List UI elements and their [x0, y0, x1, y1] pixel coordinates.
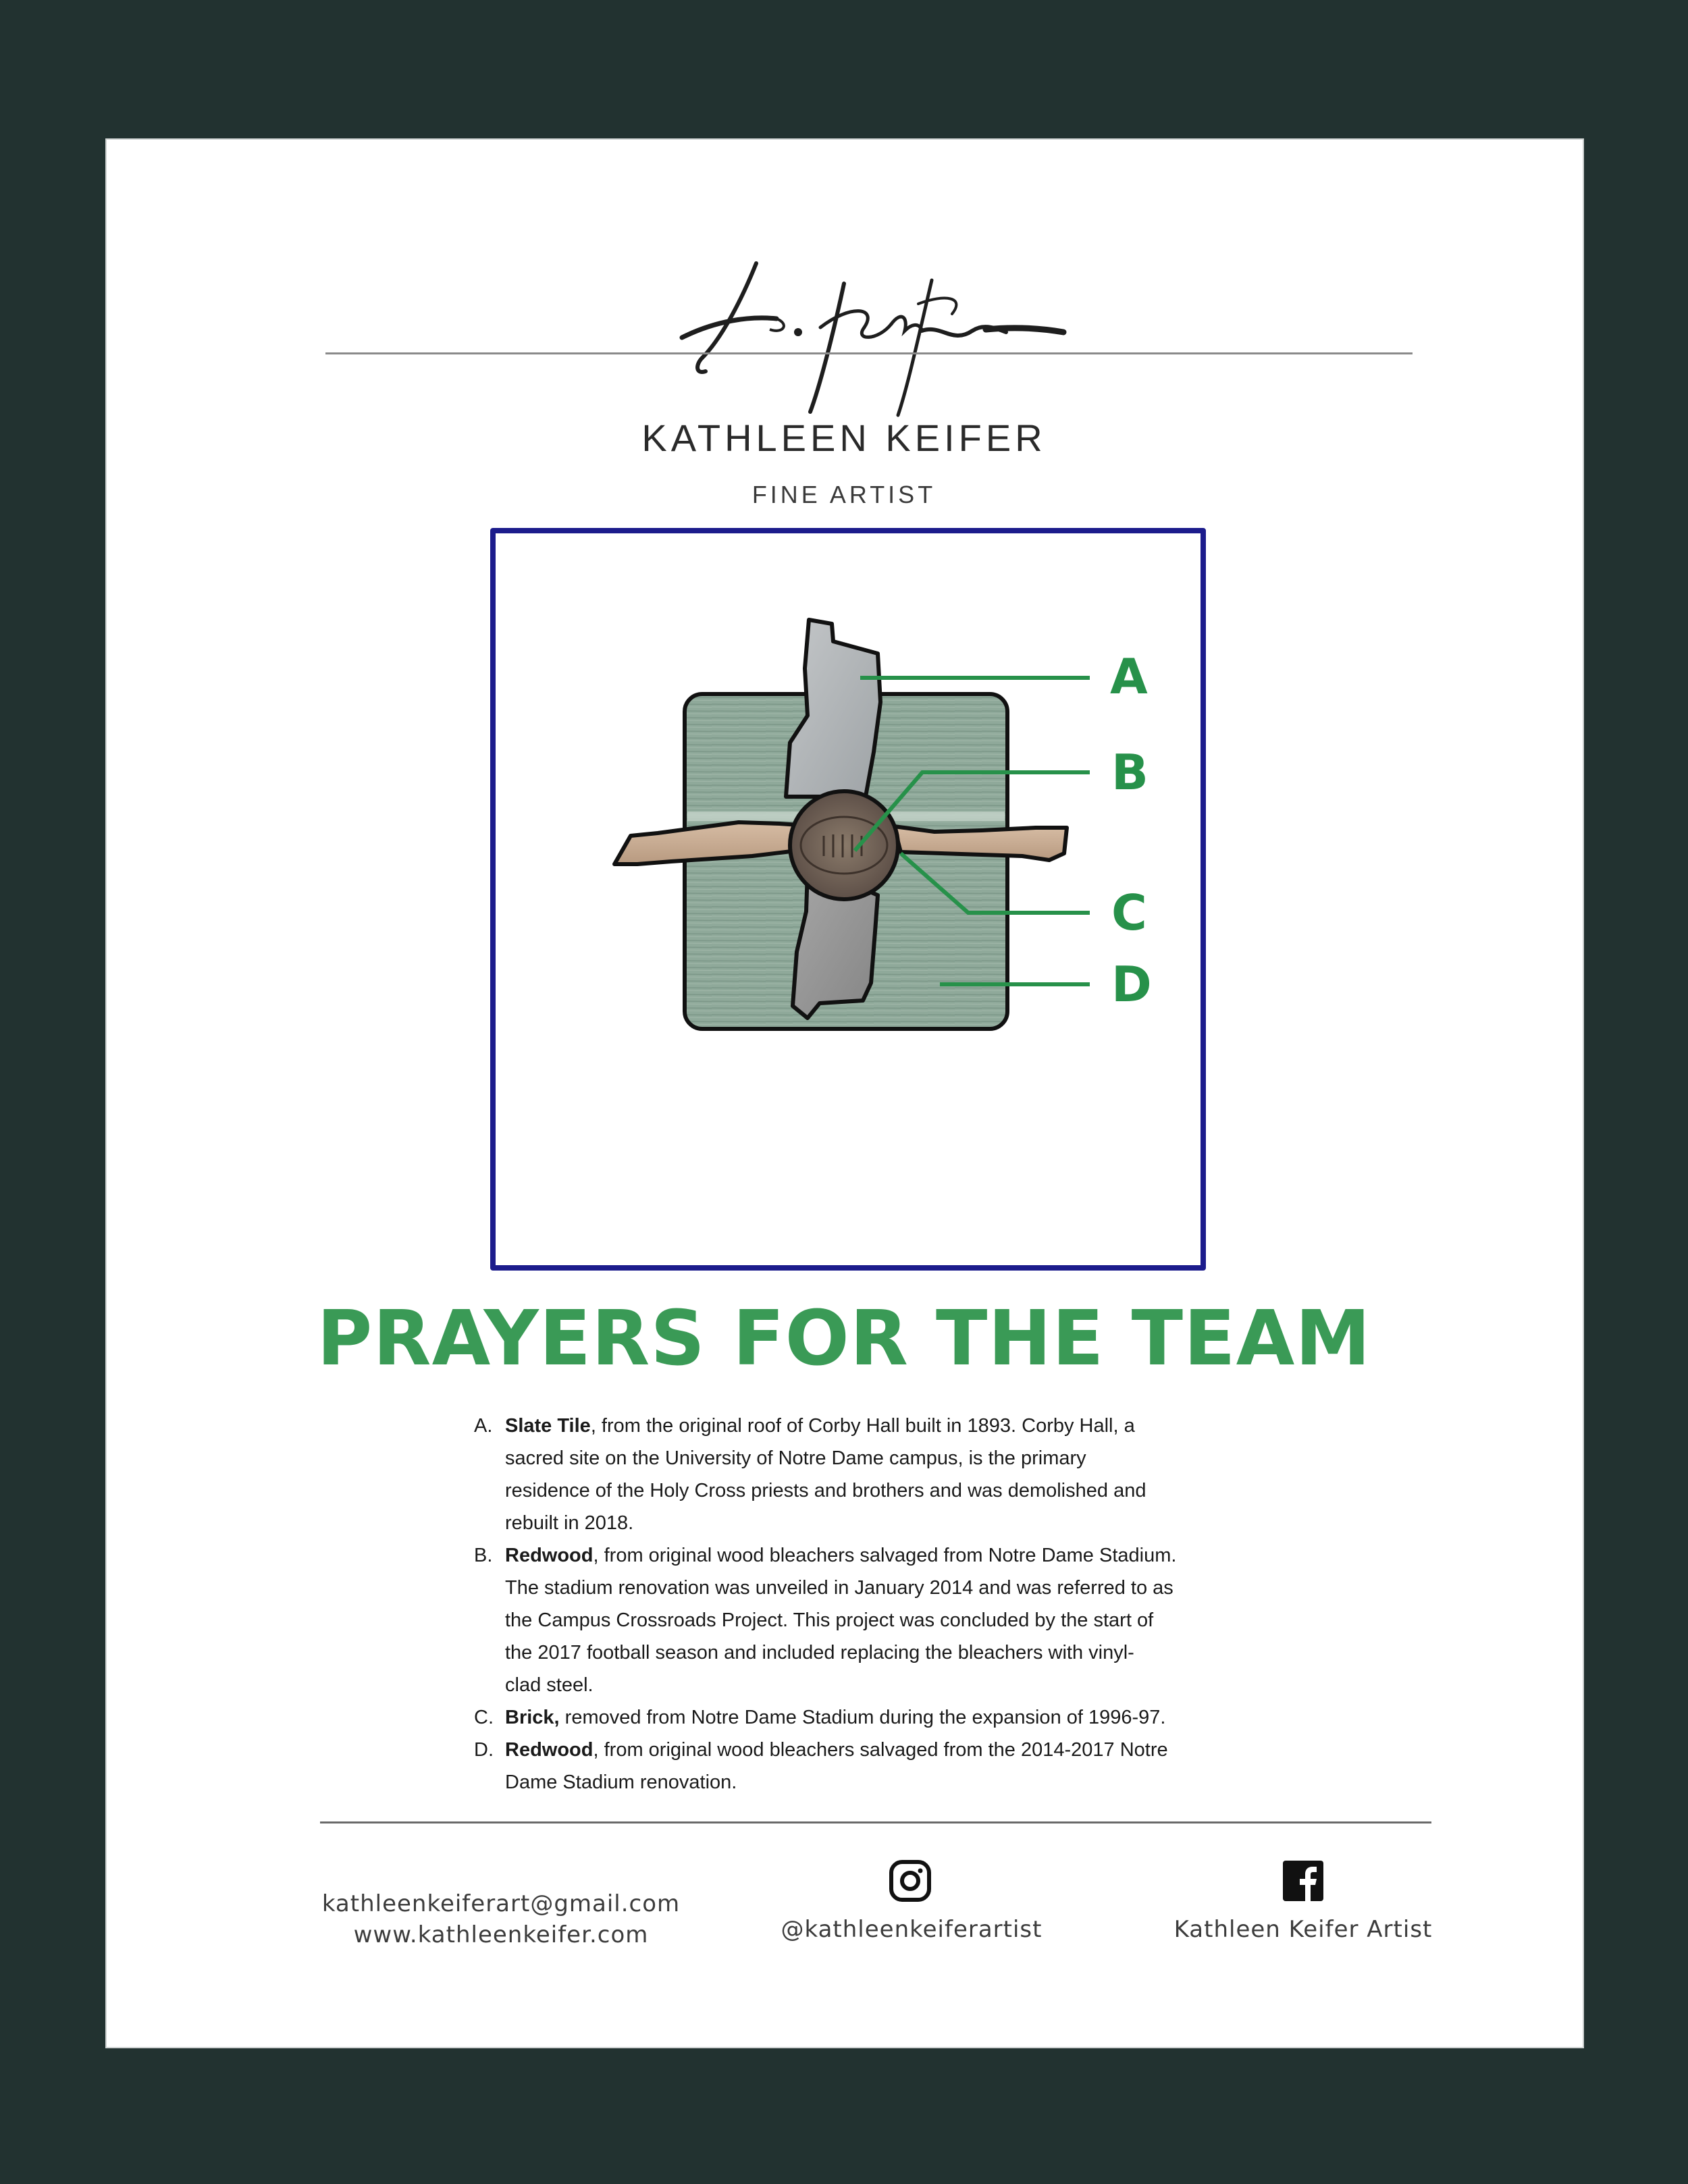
material-text: residence of the Holy Cross priests and brothers and was demolished and — [505, 1480, 1146, 1501]
material-item-c — [474, 1701, 1237, 1734]
material-text: The stadium renovation was unveiled in January 2014 and was referred to as — [505, 1577, 1173, 1599]
artwork-diagram — [496, 533, 1201, 1265]
material-name: Brick, — [505, 1707, 560, 1728]
material-item-a — [474, 1410, 1237, 1539]
material-marker: C. — [474, 1707, 494, 1728]
facebook-icon[interactable] — [1283, 1861, 1323, 1901]
material-text: the Campus Crossroads Project. This project was concluded by the start of — [505, 1609, 1154, 1631]
material-item-d — [474, 1734, 1237, 1799]
artwork-title: PRAYERS FOR THE TEAM — [317, 1295, 1371, 1383]
materials-list — [474, 1410, 1237, 1799]
material-text: , from the original roof of Corby Hall built in 1893. Corby Hall, a — [590, 1415, 1135, 1437]
material-marker: B. — [474, 1545, 493, 1566]
artist-subtitle: FINE ARTIST — [751, 481, 937, 508]
material-text: rebuilt in 2018. — [505, 1512, 634, 1534]
material-name: Slate Tile — [505, 1415, 591, 1437]
footer-divider — [320, 1821, 1431, 1823]
material-name: Redwood — [505, 1545, 594, 1566]
callout-label-c: C — [1111, 884, 1147, 941]
material-marker: D. — [474, 1739, 494, 1761]
contact-website[interactable]: www.kathleenkeifer.com — [353, 1921, 649, 1948]
material-text: , from original wood bleachers salvaged from the 2014-2017 Notre — [593, 1739, 1168, 1761]
material-item-b — [474, 1539, 1237, 1701]
material-text: clad steel. — [505, 1674, 594, 1696]
redwood-disc-b — [790, 791, 898, 899]
callout-label-d: D — [1111, 956, 1152, 1013]
callout-label-b: B — [1111, 744, 1149, 801]
material-text: sacred site on the University of Notre Dame campus, is the primary — [505, 1447, 1086, 1469]
material-text: removed from Notre Dame Stadium during the expansion of 1996-97. — [559, 1707, 1166, 1728]
material-name: Redwood — [505, 1739, 594, 1761]
instagram-icon[interactable] — [889, 1859, 932, 1902]
instagram-handle[interactable]: @kathleenkeiferartist — [781, 1916, 1043, 1943]
callout-label-a: A — [1110, 648, 1148, 705]
signature-underline — [325, 352, 1413, 354]
artwork-frame — [490, 528, 1206, 1271]
contact-email[interactable]: kathleenkeiferart@gmail.com — [321, 1890, 681, 1917]
facebook-name[interactable]: Kathleen Keifer Artist — [1173, 1916, 1433, 1943]
material-marker: A. — [474, 1415, 493, 1437]
material-text: , from original wood bleachers salvaged from Notre Dame Stadium. — [593, 1545, 1177, 1566]
signature-logo — [675, 257, 1067, 419]
material-text: Dame Stadium renovation. — [505, 1772, 737, 1793]
material-text: the 2017 football season and included replacing the bleachers with vinyl- — [505, 1642, 1134, 1663]
artist-name: KATHLEEN KEIFER — [641, 417, 1047, 459]
